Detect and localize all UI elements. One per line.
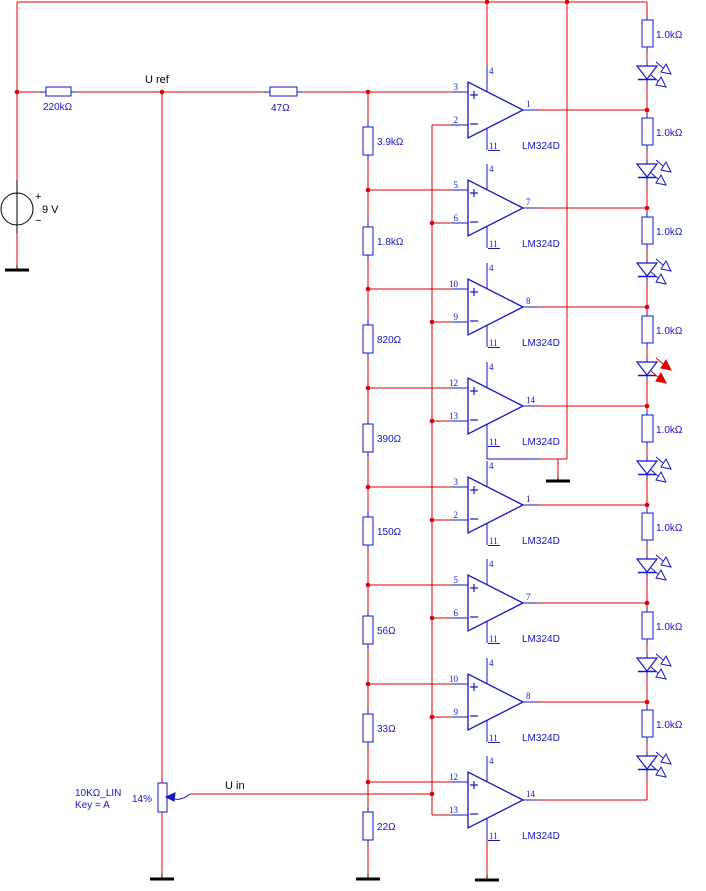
resistor-body	[363, 325, 373, 353]
pin-number-minus: 6	[453, 608, 458, 618]
pin-number-minus: 6	[453, 213, 458, 223]
potentiometer-10k[interactable]	[75, 783, 190, 812]
junction-dot	[366, 485, 371, 490]
opamp-triangle	[468, 477, 523, 533]
resistor-value-label: 1.0kΩ	[656, 227, 683, 238]
pin-number-out: 14	[526, 395, 535, 405]
pin-number-plus: 5	[453, 180, 458, 190]
pin-number-out: 8	[526, 691, 531, 701]
resistor-ladder-5[interactable]	[363, 512, 402, 550]
resistor-value-label: 1.0kΩ	[656, 720, 683, 731]
pin-number-vplus: 4	[489, 263, 494, 273]
resistor-body	[642, 415, 653, 442]
resistor-body	[363, 424, 373, 452]
pot-value-label: 10KΩ_LIN	[75, 788, 122, 799]
opamp-2[interactable]	[368, 164, 647, 250]
net-label-uref[interactable]: U ref	[145, 74, 169, 86]
led-light-arrow-head	[656, 472, 666, 482]
pin-number-out: 1	[526, 99, 531, 109]
pin-number-plus: 12	[449, 378, 458, 388]
pin-number-plus: 10	[449, 674, 458, 684]
led-light-arrow-tail	[656, 358, 663, 364]
resistor-led-series-7[interactable]	[642, 607, 683, 644]
opamp-1[interactable]	[368, 66, 647, 152]
junction-dot	[645, 108, 650, 113]
resistor-led-series-2[interactable]	[642, 113, 683, 150]
resistor-body	[363, 517, 373, 545]
led-4-active[interactable]	[637, 358, 671, 383]
pin-number-minus: 9	[453, 707, 458, 717]
pin-number-minus: 2	[453, 115, 458, 125]
resistor-body	[363, 714, 373, 742]
led-light-arrow-tail	[656, 654, 663, 660]
resistor-body	[46, 87, 71, 96]
led-light-arrow-tail	[656, 457, 663, 463]
net-label-uin[interactable]: U in	[225, 780, 245, 792]
ground-symbol-rail[interactable]	[546, 477, 570, 481]
resistor-value-label: 150Ω	[377, 527, 402, 538]
ground-symbol-ladder[interactable]	[356, 874, 380, 879]
opamp-part-label[interactable]: LM324D	[522, 733, 560, 744]
led-light-arrow-head	[656, 77, 666, 87]
junction-dot	[15, 90, 20, 95]
opamp-part-label[interactable]: LM324D	[522, 536, 560, 547]
resistor-ladder-4[interactable]	[363, 419, 402, 457]
pin-number-out: 14	[526, 789, 535, 799]
led-light-arrow-head	[661, 754, 671, 764]
opamp-7[interactable]	[368, 658, 647, 744]
resistor-led-series-4[interactable]	[642, 311, 683, 348]
resistor-body	[642, 316, 653, 343]
junction-dot	[430, 616, 435, 621]
junction-dot	[430, 518, 435, 523]
pot-percent-label: 14%	[132, 794, 153, 805]
opamp-8[interactable]	[368, 756, 647, 842]
ground-symbol-op8[interactable]	[475, 875, 499, 880]
resistor-ladder-8[interactable]	[363, 807, 396, 845]
opamp-4[interactable]	[368, 362, 647, 448]
resistor-value-label: 56Ω	[377, 626, 396, 637]
voltage-source-9v[interactable]	[1, 180, 59, 265]
opamp-part-label[interactable]: LM324D	[522, 437, 560, 448]
pin-number-gnd: 11	[489, 536, 498, 546]
opamp-6[interactable]	[368, 559, 647, 645]
ground-symbol-battery[interactable]	[5, 265, 29, 270]
junction-dot	[366, 90, 371, 95]
junction-dot	[430, 792, 435, 797]
junction-dot	[366, 287, 371, 292]
resistor-body	[642, 118, 653, 145]
opamp-triangle	[468, 772, 523, 828]
resistor-body	[363, 227, 373, 255]
pin-number-out: 7	[526, 592, 531, 602]
junction-dot	[645, 700, 650, 705]
junction-dot	[645, 206, 650, 211]
junction-dot	[366, 780, 371, 785]
pin-number-gnd: 11	[489, 634, 498, 644]
pin-number-out: 8	[526, 296, 531, 306]
led-light-arrow-head	[656, 175, 666, 185]
junction-dot	[430, 320, 435, 325]
junction-dot	[366, 583, 371, 588]
led-light-arrow-head	[656, 570, 666, 580]
led-light-arrow-tail	[656, 62, 663, 68]
pin-number-minus: 13	[449, 805, 458, 815]
led-light-arrow-head	[661, 656, 671, 666]
pin-number-gnd: 11	[489, 437, 498, 447]
resistor-led-series-1[interactable]	[642, 15, 683, 52]
pin-number-vplus: 4	[489, 756, 494, 766]
resistor-body	[363, 127, 373, 155]
pin-number-plus: 10	[449, 279, 458, 289]
resistor-value-label: 1.0kΩ	[656, 523, 683, 534]
pin-number-plus: 3	[453, 82, 458, 92]
junction-dot	[645, 305, 650, 310]
opamp-triangle	[468, 575, 523, 631]
pot-body	[158, 783, 167, 812]
resistor-value-label: 33Ω	[377, 724, 396, 735]
led-light-arrow-tail	[656, 555, 663, 561]
led-light-arrow-tail	[656, 160, 663, 166]
led-light-arrow-head	[661, 261, 671, 271]
opamp-5[interactable]	[368, 461, 647, 547]
resistor-ladder-7[interactable]	[363, 709, 396, 747]
source-plus-label: +	[35, 191, 42, 203]
resistor-body	[642, 217, 653, 244]
opamp-triangle	[468, 674, 523, 730]
pin-number-vplus: 4	[489, 559, 494, 569]
opamp-part-label[interactable]: LM324D	[522, 831, 560, 842]
opamp-part-label[interactable]: LM324D	[522, 239, 560, 250]
resistor-value-label: 1.8kΩ	[377, 237, 404, 248]
resistor-value-label: 3.9kΩ	[377, 137, 404, 148]
junction-dot	[645, 404, 650, 409]
resistor-body	[642, 513, 653, 540]
resistor-led-series-6[interactable]	[642, 508, 683, 545]
pin-number-gnd: 11	[489, 831, 498, 841]
resistor-value-label: 390Ω	[377, 434, 402, 445]
opamp-part-label[interactable]: LM324D	[522, 338, 560, 349]
resistor-body	[642, 612, 653, 639]
resistor-value-label: 1.0kΩ	[656, 622, 683, 633]
resistor-value-label: 1.0kΩ	[656, 128, 683, 139]
junction-dot	[366, 386, 371, 391]
led-7[interactable]	[637, 654, 671, 679]
led-light-arrow-head	[656, 274, 666, 284]
led-2[interactable]	[637, 160, 671, 185]
led-5[interactable]	[637, 457, 671, 482]
pot-key-label: Key = A	[75, 800, 110, 811]
ground-symbol-pot[interactable]	[150, 874, 174, 879]
resistor-value-label: 1.0kΩ	[656, 30, 683, 41]
opamp-triangle	[468, 180, 523, 236]
resistor-body	[363, 616, 373, 644]
resistor-body	[270, 87, 297, 96]
resistor-ladder-1[interactable]	[363, 122, 404, 160]
junction-dot	[430, 715, 435, 720]
led-light-arrow-head	[656, 669, 666, 679]
pin-number-plus: 12	[449, 772, 458, 782]
resistor-body	[363, 812, 373, 840]
led-light-arrow-head	[661, 557, 671, 567]
opamp-part-label[interactable]: LM324D	[522, 634, 560, 645]
resistor-220k[interactable]	[40, 87, 77, 113]
resistor-ladder-3[interactable]	[363, 320, 402, 358]
pin-number-vplus: 4	[489, 66, 494, 76]
resistor-value-label: 1.0kΩ	[656, 425, 683, 436]
pin-number-vplus: 4	[489, 164, 494, 174]
led-1[interactable]	[637, 62, 671, 87]
junction-dot	[366, 682, 371, 687]
opamp-3[interactable]	[368, 263, 647, 349]
resistor-value-label: 1.0kΩ	[656, 326, 683, 337]
pin-number-out: 7	[526, 197, 531, 207]
pin-number-vplus: 4	[489, 461, 494, 471]
source-value-label: 9 V	[42, 204, 59, 216]
pin-number-vplus: 4	[489, 362, 494, 372]
led-light-arrow-head	[661, 459, 671, 469]
led-3[interactable]	[637, 259, 671, 284]
junction-dot	[430, 221, 435, 226]
led-light-arrow-head	[656, 767, 666, 777]
led-light-arrow-head	[661, 360, 671, 370]
led-light-arrow-head	[661, 64, 671, 74]
resistor-led-series-8[interactable]	[642, 705, 683, 742]
junction-dot	[430, 419, 435, 424]
resistor-ladder-2[interactable]	[363, 222, 404, 260]
junction-dot	[645, 601, 650, 606]
resistor-47[interactable]	[264, 87, 303, 114]
resistor-value-label: 220kΩ	[43, 102, 73, 113]
pin-number-minus: 9	[453, 312, 458, 322]
junction-dot	[485, 0, 490, 4]
pin-number-out: 1	[526, 494, 531, 504]
pin-number-gnd: 11	[489, 141, 498, 151]
junction-dot	[366, 188, 371, 193]
opamp-triangle	[468, 82, 523, 138]
pin-number-gnd: 11	[489, 733, 498, 743]
resistor-led-series-3[interactable]	[642, 212, 683, 249]
led-light-arrow-tail	[656, 259, 663, 265]
pin-number-minus: 13	[449, 411, 458, 421]
resistor-value-label: 47Ω	[271, 103, 290, 114]
resistor-body	[642, 20, 653, 47]
resistor-led-series-5[interactable]	[642, 410, 683, 447]
resistor-value-label: 820Ω	[377, 335, 402, 346]
opamp-triangle	[468, 378, 523, 434]
junction-dot	[160, 90, 165, 95]
pin-number-gnd: 11	[489, 338, 498, 348]
resistor-body	[642, 710, 653, 737]
opamp-part-label[interactable]: LM324D	[522, 141, 560, 152]
pin-number-plus: 5	[453, 575, 458, 585]
resistor-ladder-6[interactable]	[363, 611, 396, 649]
resistor-value-label: 22Ω	[377, 822, 396, 833]
led-8[interactable]	[637, 752, 671, 777]
junction-dot	[565, 0, 570, 4]
pin-number-minus: 2	[453, 510, 458, 520]
led-light-arrow-head	[661, 162, 671, 172]
led-light-arrow-head	[656, 373, 666, 383]
source-minus-label: −	[35, 215, 42, 227]
opamp-triangle	[468, 279, 523, 335]
pin-number-plus: 3	[453, 477, 458, 487]
pin-number-gnd: 11	[489, 239, 498, 249]
led-light-arrow-tail	[656, 752, 663, 758]
pin-number-vplus: 4	[489, 658, 494, 668]
led-6[interactable]	[637, 555, 671, 580]
junction-dot	[645, 503, 650, 508]
